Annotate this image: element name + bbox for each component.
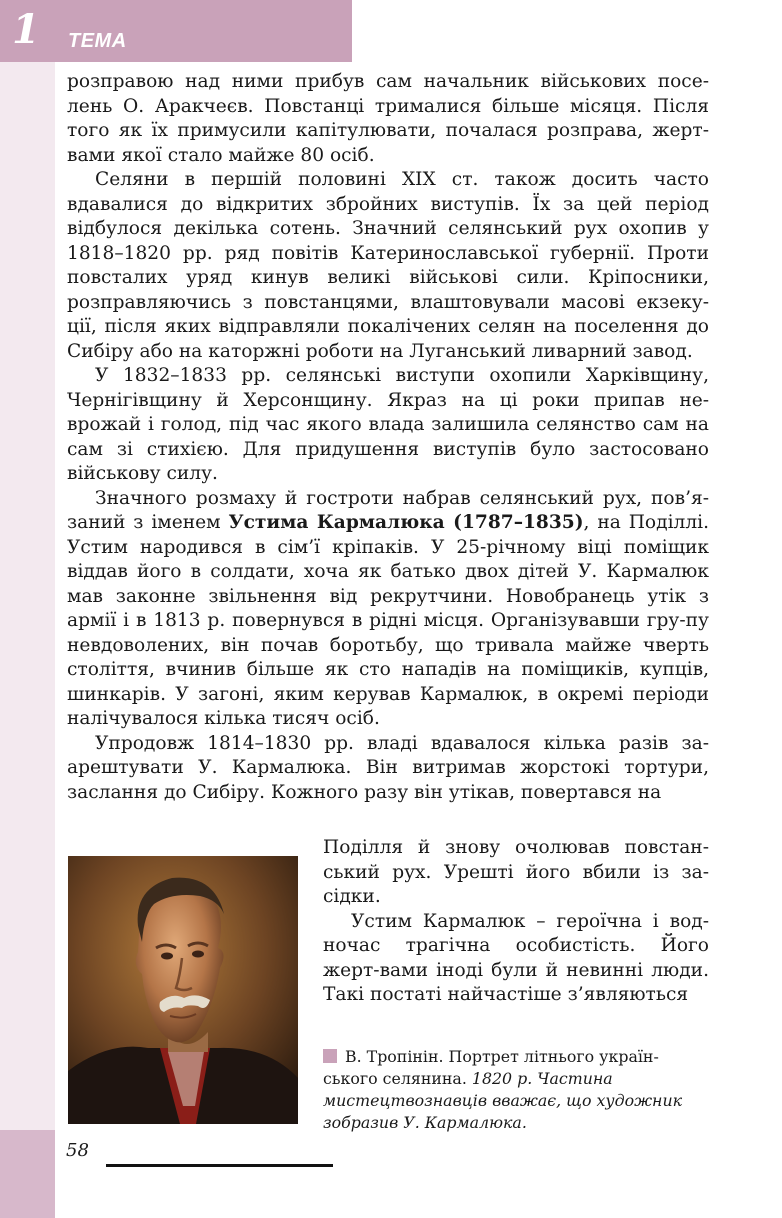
- paragraph-5-continued: Поділля й знову очолював повстан-ський рух. Урешті його вбили із за-сідки.: [323, 837, 709, 907]
- paragraph-2: Селяни в першій половині XIX ст. також досить часто вдавалися до відкритих збройних виступів. Їх за цей період відбулося декілька сотень. Значний селянський рух охопив у 1818–1820 рр. ряд повітів Катеринославської губернії. Проти повсталих уряд кинув великі військові сили. Кріпосники, розправляючись з повстанцями, влаштовували масові екзеку-ції, після яких відправляли покалічених селян на поселення до Сибіру або на каторжні роботи на Луганський ливарний завод.: [67, 169, 709, 362]
- page-margin-band: [0, 0, 55, 1218]
- portrait-image: [68, 856, 298, 1124]
- paragraph-6: Устим Кармалюк – героїчна і вод-ночас трагічна особистість. Його жерт-вами іноді були й невинні люди. Такі постаті найчастіше з’являються: [323, 910, 709, 1005]
- paragraph-4-start: Значного розмаху й гостроти набрав селянський рух, пов’я-заний з іменем: [67, 487, 709, 533]
- chapter-number: 1: [12, 6, 40, 53]
- portrait-caption: [323, 1046, 709, 1134]
- page-corner-block: [0, 1130, 55, 1218]
- paragraph-4-end: , на Поділлі. Устим народився в сім’ї кріпаків. У 25-річному віці поміщик віддав його в солдати, хоча як батько двох дітей У. Кармалюк мав законне звільнення від рекрутчини. Новобранець утік з армії і в 1813 р. повернувся в рідні місця. Організувавши гру-пу невдоволених, він почав боротьбу, що тривала майже чверть століття, вчинив більше як сто нападів на поміщиків, купців, шинкарів. У загоні, яким керував Кармалюк, в окремі періоди налічувалося кілька тисяч осіб.: [67, 512, 710, 729]
- caption-regular: В. Тропінін. Портрет літнього україн-ського селянина.: [323, 1047, 659, 1088]
- footer-rule: [106, 1164, 333, 1167]
- caption-marker: [323, 1049, 337, 1063]
- paragraph-4: [67, 487, 709, 732]
- paragraph-3: У 1832–1833 рр. селянські виступи охопили Харківщину, Чернігівщину й Херсонщину. Якраз на ці роки припав не-врожай і голод, під час якого влада залишила селянство сам на сам зі стихією. Для придушення виступів було застосовано військову силу.: [67, 365, 709, 484]
- main-text: [67, 70, 709, 805]
- paragraph-1: розправою над ними прибув сам начальник військових посе-лень О. Аракчеєв. Повстанці трималися більше місяця. Після того як їх примусили капітулювати, почалася розправа, жерт-вами якої стало майже 80 осіб.: [67, 71, 709, 166]
- caption-italic: 1820 р. Частина мистецтвознавців вважає, що художник зобразив У. Кармалюка.: [323, 1069, 683, 1132]
- portrait-illustration: [68, 856, 298, 1124]
- karmaliuk-name: Устима Кармалюка (1787–1835): [228, 512, 584, 533]
- chapter-header: [0, 0, 352, 62]
- chapter-label: ТЕМА: [68, 30, 127, 52]
- paragraph-5: Упродовж 1814–1830 рр. владі вдавалося кілька разів за-арештувати У. Кармалюка. Він витримав жорстокі тортури, заслання до Сибіру. Кожного разу він утікав, повертався на: [67, 732, 709, 803]
- right-column-text: [323, 836, 709, 1008]
- page-number: 58: [66, 1140, 89, 1161]
